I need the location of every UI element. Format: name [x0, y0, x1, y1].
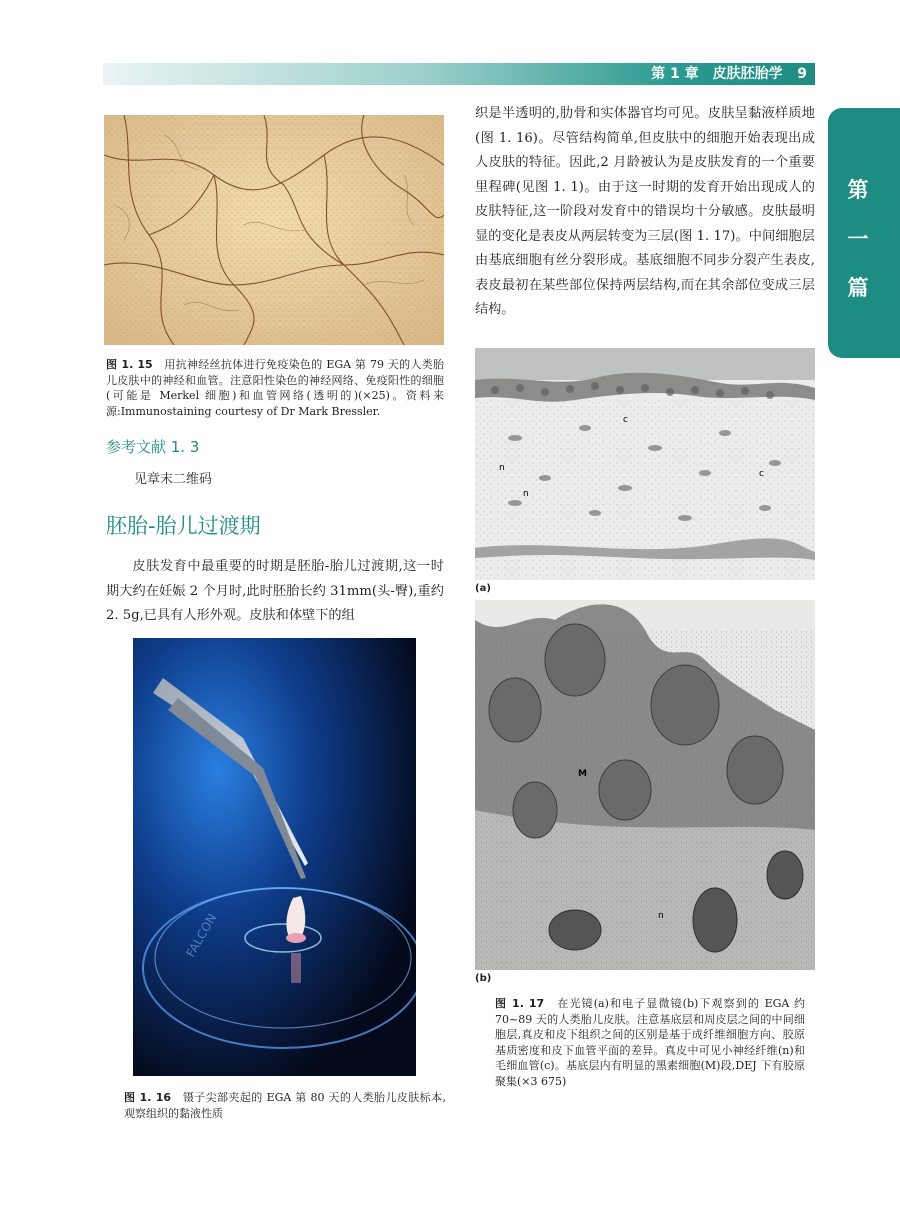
side-tab-char-1: 第 — [847, 178, 869, 202]
header-text — [651, 63, 807, 85]
svg-text:FALCON: FALCON — [183, 911, 220, 960]
micro-label-n2: n — [523, 489, 529, 499]
figure-1-16-label: 图 1. 16 — [124, 1091, 172, 1104]
micro-label-c1: c — [623, 415, 628, 425]
paragraph-left-text: 皮肤发育中最重要的时期是胚胎-胎儿过渡期,这一时期大约在妊娠 2 个月时,此时胚胎长约 31mm(头-臀),重约 2. 5g,已具有人形外观。皮肤和体壁下的组 — [106, 559, 444, 623]
page-number: 9 — [797, 66, 807, 82]
running-header — [103, 63, 815, 85]
figure-1-17b-label: (b) — [475, 973, 492, 984]
references-text: 见章末二维码 — [134, 472, 213, 487]
figure-1-17-caption — [495, 996, 805, 1089]
chapter-title: 第 1 章 皮肤胚胎学 — [651, 66, 783, 82]
figure-1-17-caption-text: 在光镜(a)和电子显微镜(b)下观察到的 EGA 约 70~89 天的人类胎儿皮肤。注意基底层和周皮层之间的中间细胞层,真皮和皮下组织之间的区别是基于成纤维细胞方向、胶原基质密度和皮下血管平面的差异。真皮中可见小神经纤维(n)和毛细血管(c)。基底层内有明显的黑素细胞(M)段,DEJ 下有胶原聚集(×3 675) — [495, 997, 805, 1088]
micro-label-c2: c — [759, 469, 764, 479]
side-tab-char-2: 一 — [847, 227, 869, 251]
figure-1-15-image — [104, 115, 444, 345]
figure-1-16-caption — [124, 1090, 446, 1121]
figure-1-16-image — [133, 638, 416, 1076]
figure-1-15-caption — [106, 357, 444, 419]
micro-label-n3: n — [658, 911, 664, 921]
figure-1-17a-label: (a) — [475, 583, 491, 594]
figure-1-17-label: 图 1. 17 — [495, 997, 545, 1010]
references-title: 参考文献 1. 3 — [106, 438, 200, 456]
figure-1-17b-image — [475, 600, 815, 970]
side-tab-char-3: 篇 — [847, 276, 869, 300]
section-title: 胚胎-胎儿过渡期 — [106, 514, 261, 538]
micro-label-n1: n — [499, 463, 505, 473]
micro-label-m: M — [578, 769, 587, 779]
body-paragraph-left — [106, 555, 444, 629]
figure-1-15-caption-text: 用抗神经丝抗体进行免疫染色的 EGA 第 79 天的人类胎儿皮肤中的神经和血管。注意阳性染色的神经网络、免疫阳性的细胞(可能是 Merkel 细胞)和血管网络(透明的)(×25)。资料来源:Immunostaining courtesy of Dr Mark Bressler. — [106, 358, 444, 418]
body-paragraph-right — [475, 102, 815, 323]
figure-1-15-label: 图 1. 15 — [106, 358, 153, 371]
figure-1-17a-image — [475, 348, 815, 580]
part-side-tab — [828, 108, 900, 358]
paragraph-right-text: 织是半透明的,肋骨和实体器官均可见。皮肤呈黏液样质地(图 1. 16)。尽管结构简单,但皮肤中的细胞开始表现出成人皮肤的特征。因此,2 月龄被认为是皮肤发育的一个重要里程碑(见图 1. 1)。由于这一时期的发育开始出现成人的皮肤特征,这一阶段对发育中的错误均十分敏感。皮肤最明显的变化是表皮从两层转变为三层(图 1. 17)。中间细胞层由基底细胞有丝分裂形成。基底细胞不同步分裂产生表皮,表皮最初在某些部位保持两层结构,而在其余部位变成三层结构。 — [475, 106, 815, 317]
figure-1-16-caption-text: 镊子尖部夹起的 EGA 第 80 天的人类胎儿皮肤标本,观察组织的黏液性质 — [124, 1091, 446, 1120]
